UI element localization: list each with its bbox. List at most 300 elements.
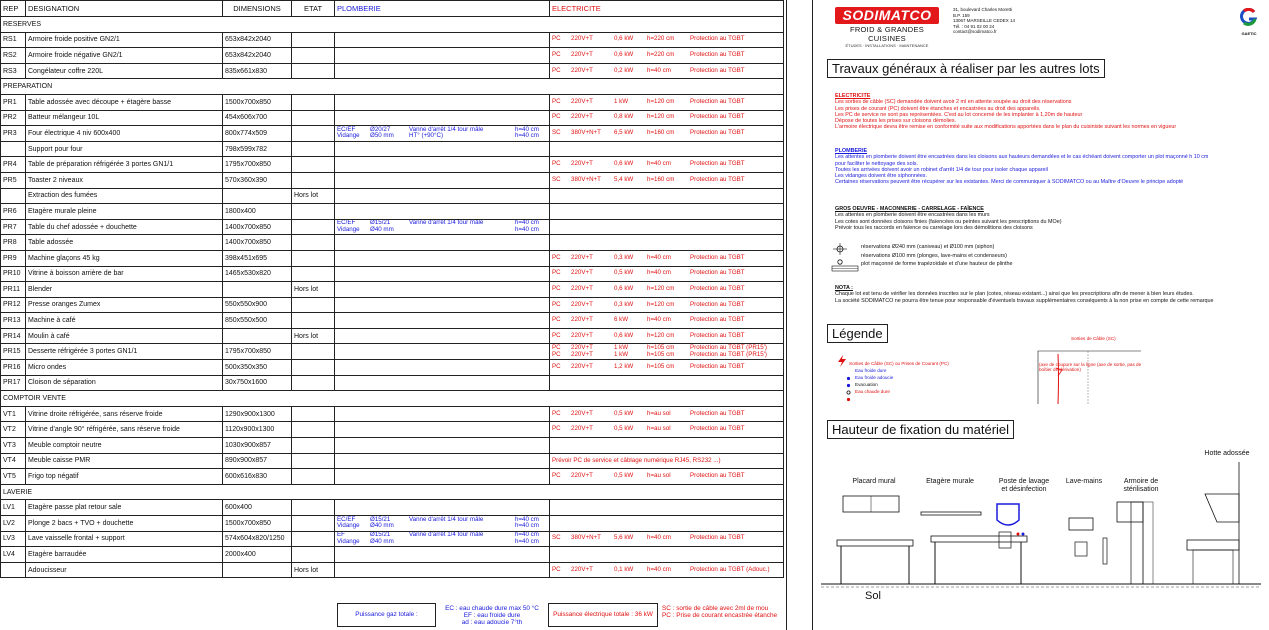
cell-etat bbox=[292, 32, 335, 48]
nota-line: La société SODIMATCO ne pourra être tenue pour responsable d'éventuels travaux supplémentaires conséquents à la non prise en compte de cette remarque bbox=[835, 297, 1214, 304]
plomberie-value: h=40 cm bbox=[515, 515, 539, 523]
electricite-value: Protection au TGBT bbox=[690, 35, 745, 43]
cell-dimensions: 835x661x830 bbox=[223, 63, 292, 79]
electricite-value: h=220 cm bbox=[647, 35, 675, 43]
cell-dimensions: 653x842x2040 bbox=[223, 32, 292, 48]
cell-designation: Machine à café bbox=[26, 313, 223, 329]
plomberie-value: Ø20/27 bbox=[370, 125, 391, 133]
legend-eau-froide-dure: Eau froide dure bbox=[855, 368, 887, 373]
electricite-value: 380V+N+T bbox=[571, 175, 601, 183]
cell-etat bbox=[292, 313, 335, 329]
section-label: RESERVES bbox=[1, 17, 784, 33]
table-row bbox=[1, 422, 784, 438]
plomberie-value: h=40 cm bbox=[515, 132, 539, 140]
cell-dimensions: 398x451x695 bbox=[223, 250, 292, 266]
cell-dimensions: 890x900x857 bbox=[223, 453, 292, 469]
cell-designation: Vitrine d'angle 90° réfrigérée, sans réserve froide bbox=[26, 422, 223, 438]
cell-electricite bbox=[550, 531, 784, 547]
gaz-total-label: Puissance gaz totale : bbox=[355, 611, 418, 618]
plomberie-value: HT° (+90°C) bbox=[409, 132, 444, 140]
cell-rep: LV1 bbox=[1, 500, 26, 516]
electricite-value: 380V+N+T bbox=[571, 534, 601, 542]
cell-etat bbox=[292, 500, 335, 516]
plomberie-value: Ø15/21 bbox=[370, 515, 391, 523]
cell-plomberie bbox=[335, 328, 550, 344]
cell-plomberie bbox=[335, 172, 550, 188]
electricite-value: Protection au TGBT bbox=[690, 331, 745, 339]
cell-dimensions bbox=[223, 562, 292, 578]
cell-electricite bbox=[550, 453, 784, 469]
table-row bbox=[1, 375, 784, 391]
cell-designation: Etagère barraudée bbox=[26, 547, 223, 563]
cell-plomberie bbox=[335, 188, 550, 204]
electricite-value: 220V+T bbox=[571, 565, 593, 573]
cell-rep: RS2 bbox=[1, 48, 26, 64]
gaetic-label: GAETIC bbox=[1241, 31, 1257, 36]
cell-rep: RS3 bbox=[1, 63, 26, 79]
plomb-legend-ec: EC : eau chaude dure max 50 °C bbox=[445, 605, 539, 612]
table-row bbox=[1, 282, 784, 298]
cell-dimensions: 1400x700x850 bbox=[223, 219, 292, 235]
cell-electricite bbox=[550, 500, 784, 516]
electricite-value: 380V+N+T bbox=[571, 129, 601, 137]
electricite-value: 220V+T bbox=[571, 284, 593, 292]
cell-rep: PR3 bbox=[1, 126, 26, 142]
cell-designation: Lave vaisselle frontal + support bbox=[26, 531, 223, 547]
electricite-value: 0,6 kW bbox=[614, 160, 634, 168]
plomberie-value: h=40 cm bbox=[515, 226, 539, 234]
nota-line: Chaque lot est tenu de vérifier les données inscrites sur le plan (cotes, réseau existant...) ainsi que les prescriptions afin de mener à bien leurs études. bbox=[835, 291, 1194, 298]
plomberie-line: Les attentes en plomberie doivent être encastrées dans les cloisons aux hauteurs demandées et le cas échéant doivent comporter un plot maçonné h 10 cm bbox=[835, 154, 1209, 161]
cell-plomberie bbox=[335, 157, 550, 173]
electricite-value: Protection au TGBT bbox=[690, 66, 745, 74]
footer-elec-total bbox=[548, 603, 658, 627]
electricite-value: PC bbox=[552, 253, 561, 261]
cell-rep: PR8 bbox=[1, 235, 26, 251]
cell-electricite bbox=[550, 328, 784, 344]
electricite-line: Les PC de service ne sont pas représentées. C'est au lot concerné de les implanter à 1,20m de hauteur bbox=[835, 111, 1083, 118]
cell-electricite bbox=[550, 422, 784, 438]
cell-rep: PR10 bbox=[1, 266, 26, 282]
plomberie-heading: PLOMBERIE bbox=[835, 148, 868, 154]
cell-rep: PR13 bbox=[1, 313, 26, 329]
electricite-value: h=40 cm bbox=[647, 66, 671, 74]
plomberie-value: Ø40 mm bbox=[370, 537, 394, 545]
elec-legend-sc: SC : sortie de câble avec 2ml de mou bbox=[662, 605, 769, 612]
cell-rep: VT4 bbox=[1, 453, 26, 469]
cell-designation: Etagère murale pleine bbox=[26, 204, 223, 220]
electricite-value: Protection au TGBT bbox=[690, 409, 745, 417]
plomberie-value: Vanne d'arrêt 1/4 tour mâle bbox=[409, 125, 484, 133]
cell-designation: Meuble caisse PMR bbox=[26, 453, 223, 469]
plomberie-value: Vanne d'arrêt 1/4 tour mâle bbox=[409, 219, 484, 227]
plomberie-line: Certaines réservations peuvent être récupérer sur les existantes. Merci de communiquer à SODIMATCO ou au Maître d'Oeuvre le principe adopté bbox=[835, 179, 1184, 186]
electricite-value: h=40 cm bbox=[647, 269, 671, 277]
legend-eau-froide-adoucie: Eau froide adoucie bbox=[855, 375, 894, 380]
electricite-value: 220V+T bbox=[571, 269, 593, 277]
table-row bbox=[1, 469, 784, 485]
section-row bbox=[1, 391, 784, 407]
cell-etat bbox=[292, 126, 335, 142]
electricite-value: h=40 cm bbox=[647, 253, 671, 261]
cell-rep: PR1 bbox=[1, 94, 26, 110]
electricite-heading: ELECTRICITE bbox=[835, 93, 871, 99]
plomberie-value: Vanne d'arrêt 1/4 tour mâle bbox=[409, 531, 484, 539]
cell-rep: VT3 bbox=[1, 438, 26, 454]
sc-detail-title: Sorties de Câble (SC) bbox=[1071, 336, 1116, 341]
electricite-value: 0,5 kW bbox=[614, 409, 634, 417]
electricite-value: 6 kW bbox=[614, 316, 629, 324]
cell-etat: Hors lot bbox=[292, 282, 335, 298]
address-line: 31, boulevard Charles Moretti bbox=[953, 7, 1013, 12]
electricite-value: 0,6 kW bbox=[614, 284, 634, 292]
cell-etat bbox=[292, 469, 335, 485]
plomberie-value: h=40 cm bbox=[515, 531, 539, 539]
cell-dimensions: 2000x400 bbox=[223, 547, 292, 563]
cell-etat: Hors lot bbox=[292, 188, 335, 204]
cell-dimensions: 1465x530x820 bbox=[223, 266, 292, 282]
cell-designation: Table du chef adossée + douchette bbox=[26, 219, 223, 235]
cell-plomberie bbox=[335, 313, 550, 329]
cell-rep: PR2 bbox=[1, 110, 26, 126]
cell-dimensions: 1500x700x850 bbox=[223, 516, 292, 532]
cell-rep: PR6 bbox=[1, 204, 26, 220]
cell-electricite bbox=[550, 282, 784, 298]
cell-plomberie bbox=[335, 453, 550, 469]
cell-designation: Adoucisseur bbox=[26, 562, 223, 578]
cell-designation: Moulin à café bbox=[26, 328, 223, 344]
electricite-value: Protection au TGBT (Adouc.) bbox=[690, 565, 770, 573]
cell-dimensions bbox=[223, 188, 292, 204]
cell-designation: Four électrique 4 niv 600x400 bbox=[26, 126, 223, 142]
cell-designation: Cloison de séparation bbox=[26, 375, 223, 391]
cell-etat bbox=[292, 48, 335, 64]
gros-oeuvre-heading: GROS OEUVRE - MACONNERIE - CARRELAGE - FAÏENCE bbox=[835, 206, 984, 212]
cell-rep: PR15 bbox=[1, 344, 26, 360]
elec-total-label: Puissance électrique totale : 36 kW bbox=[553, 611, 653, 618]
cell-dimensions: 1500x700x850 bbox=[223, 94, 292, 110]
cell-rep: LV3 bbox=[1, 531, 26, 547]
electricite-value: h=au sol bbox=[647, 409, 671, 417]
elec-legend-pc: PC : Prise de courant encastrée étanche bbox=[662, 612, 778, 619]
notes-plomberie bbox=[835, 148, 1260, 186]
symbol-plot-label: plot maçonné de forme trapézoïdale et d'une hauteur de plinthe bbox=[861, 261, 1013, 267]
header-rep: REP bbox=[1, 1, 26, 17]
plomberie-value: EC/EF bbox=[337, 125, 356, 133]
label-etagere-murale: Etagère murale bbox=[926, 478, 974, 485]
cell-designation: Blender bbox=[26, 282, 223, 298]
cell-electricite bbox=[550, 250, 784, 266]
electricite-value: PC bbox=[552, 472, 561, 480]
electricite-value: PC bbox=[552, 316, 561, 324]
electricite-value: 1 kW bbox=[614, 350, 629, 358]
plomberie-line: pour faciliter le nettoyage des sols. bbox=[835, 160, 919, 167]
cell-plomberie bbox=[335, 141, 550, 157]
plomberie-value bbox=[409, 539, 512, 546]
cell-rep: PR9 bbox=[1, 250, 26, 266]
plomberie-value: h=40 cm bbox=[515, 219, 539, 227]
electricite-value: 220V+T bbox=[571, 35, 593, 43]
table-row bbox=[1, 250, 784, 266]
cell-dimensions: 1795x700x850 bbox=[223, 344, 292, 360]
cell-designation: Desserte réfrigérée 3 portes GN1/1 bbox=[26, 344, 223, 360]
cell-etat bbox=[292, 360, 335, 376]
plomberie-value bbox=[409, 227, 512, 234]
cell-electricite bbox=[550, 406, 784, 422]
electricite-value: 0,8 kW bbox=[614, 113, 634, 121]
cell-designation: Table adossée avec découpe + étagère basse bbox=[26, 94, 223, 110]
cell-electricite bbox=[550, 63, 784, 79]
cell-dimensions: 800x774x509 bbox=[223, 126, 292, 142]
section-label: COMPTOIR VENTE bbox=[1, 391, 784, 407]
plomberie-line: Les vidanges doivent être siphonnées. bbox=[835, 173, 928, 180]
electricite-value: h=105 cm bbox=[647, 350, 675, 358]
cell-etat bbox=[292, 204, 335, 220]
electricite-value: 0,5 kW bbox=[614, 269, 634, 277]
cell-designation: Extraction des fumées bbox=[26, 188, 223, 204]
electricite-value: 0,1 kW bbox=[614, 565, 634, 573]
table-row bbox=[1, 531, 784, 547]
electricite-value: 220V+T bbox=[571, 160, 593, 168]
plomberie-value: Vidange bbox=[337, 226, 360, 234]
cell-dimensions bbox=[223, 282, 292, 298]
electricite-line: Dépose de toutes les prises sur cloisons démolies. bbox=[835, 118, 957, 125]
notes-gros-oeuvre bbox=[835, 206, 1260, 231]
cell-electricite bbox=[550, 188, 784, 204]
cell-etat bbox=[292, 516, 335, 532]
electricite-value: PC bbox=[552, 51, 561, 59]
plomberie-value: EC/EF bbox=[337, 515, 356, 523]
cell-etat bbox=[292, 453, 335, 469]
electricite-value: 0,3 kW bbox=[614, 253, 634, 261]
cell-etat bbox=[292, 172, 335, 188]
footer-gaz-total bbox=[337, 603, 436, 627]
electricite-value: h=105 cm bbox=[647, 362, 675, 370]
symbol-caniveau-label: réservations Ø240 mm (caniveau) et Ø100 mm (siphon) bbox=[861, 244, 995, 250]
cell-electricite bbox=[550, 313, 784, 329]
cell-plomberie bbox=[335, 266, 550, 282]
symbol-plot-icon bbox=[831, 260, 859, 278]
electricite-value: PC bbox=[552, 113, 561, 121]
electricite-value: PC bbox=[552, 362, 561, 370]
cell-etat bbox=[292, 344, 335, 360]
electricite-value: Protection au TGBT bbox=[690, 472, 745, 480]
cell-electricite bbox=[550, 469, 784, 485]
address-line: contact@sodimatco.fr bbox=[953, 29, 997, 34]
gaetic-badge bbox=[1240, 8, 1258, 34]
cell-rep: RS1 bbox=[1, 32, 26, 48]
electricite-value: 220V+T bbox=[571, 253, 593, 261]
cell-rep bbox=[1, 562, 26, 578]
plomberie-value: Ø40 mm bbox=[370, 226, 394, 234]
cell-rep: VT2 bbox=[1, 422, 26, 438]
electricite-value: Protection au TGBT bbox=[690, 425, 745, 433]
electricite-value: 5,6 kW bbox=[614, 534, 634, 542]
electricite-value: PC bbox=[552, 350, 561, 358]
cell-dimensions: 600x616x830 bbox=[223, 469, 292, 485]
logo-wordmark: SODIMATCO bbox=[835, 7, 939, 24]
cell-designation: Meuble comptoir neutre bbox=[26, 438, 223, 454]
cell-etat bbox=[292, 297, 335, 313]
cell-dimensions bbox=[223, 328, 292, 344]
cell-electricite bbox=[550, 438, 784, 454]
electricite-value: h=120 cm bbox=[647, 331, 675, 339]
cell-dimensions: 500x350x350 bbox=[223, 360, 292, 376]
cell-etat bbox=[292, 219, 335, 235]
section-row bbox=[1, 79, 784, 95]
cell-etat bbox=[292, 375, 335, 391]
electricite-value: h=160 cm bbox=[647, 129, 675, 137]
cell-dimensions: 1120x900x1300 bbox=[223, 422, 292, 438]
cell-rep: PR4 bbox=[1, 157, 26, 173]
cell-rep: PR7 bbox=[1, 219, 26, 235]
electricite-value: 220V+T bbox=[571, 300, 593, 308]
cell-electricite bbox=[550, 172, 784, 188]
table-row bbox=[1, 453, 784, 469]
cell-dimensions: 1800x400 bbox=[223, 204, 292, 220]
electricite-value: h=40 cm bbox=[647, 160, 671, 168]
electricite-line: L'armoire électrique devra être remise en conformité suite aux modifications apportées dans le plan du cuisiniste suivant les normes en vigueur bbox=[835, 124, 1177, 131]
electricite-value: PC bbox=[552, 343, 561, 351]
electricite-value: Protection au TGBT bbox=[690, 316, 745, 324]
header-plomberie: PLOMBERIE bbox=[335, 1, 550, 17]
logo-tagline: FROID & GRANDES CUISINES bbox=[849, 25, 925, 43]
cell-plomberie bbox=[335, 516, 550, 532]
section-label: LAVERIE bbox=[1, 484, 784, 500]
table-row bbox=[1, 63, 784, 79]
electricite-value: Protection au TGBT bbox=[690, 51, 745, 59]
cell-plomberie bbox=[335, 360, 550, 376]
cell-dimensions: 1400x700x850 bbox=[223, 235, 292, 251]
electricite-value: 220V+T bbox=[571, 97, 593, 105]
cell-rep bbox=[1, 188, 26, 204]
cell-plomberie bbox=[335, 282, 550, 298]
table-row bbox=[1, 438, 784, 454]
table-row bbox=[1, 547, 784, 563]
electricite-value: SC bbox=[552, 175, 561, 183]
electricite-value: PC bbox=[552, 97, 561, 105]
cell-designation: Vitrine à boisson arrière de bar bbox=[26, 266, 223, 282]
electricite-value: 220V+T bbox=[571, 113, 593, 121]
cell-rep: PR16 bbox=[1, 360, 26, 376]
table-row bbox=[1, 157, 784, 173]
section-label: PREPARATION bbox=[1, 79, 784, 95]
plomberie-value bbox=[409, 523, 512, 530]
electricite-value: 0,6 kW bbox=[614, 331, 634, 339]
electricite-value: PC bbox=[552, 160, 561, 168]
electricite-value: h=40 cm bbox=[647, 565, 671, 573]
cell-plomberie bbox=[335, 219, 550, 235]
address-line: B.P. 159 bbox=[953, 12, 970, 18]
table-row bbox=[1, 110, 784, 126]
cell-plomberie bbox=[335, 469, 550, 485]
cell-rep: VT5 bbox=[1, 469, 26, 485]
header-electricite: ELECTRICITE bbox=[550, 1, 784, 17]
table-row bbox=[1, 32, 784, 48]
plomberie-value: Vanne d'arrêt 1/4 tour mâle bbox=[409, 515, 484, 523]
cell-designation: Support pour four bbox=[26, 141, 223, 157]
cell-plomberie bbox=[335, 297, 550, 313]
cell-plomberie bbox=[335, 500, 550, 516]
cell-etat bbox=[292, 63, 335, 79]
electricite-value: h=au sol bbox=[647, 425, 671, 433]
footer-plomberie-legend bbox=[436, 603, 548, 627]
cell-designation: Vitrine droite réfrigérée, sans réserve froide bbox=[26, 406, 223, 422]
electricite-value: h=40 cm bbox=[647, 534, 671, 542]
table-row bbox=[1, 360, 784, 376]
cell-plomberie bbox=[335, 48, 550, 64]
cell-designation: Batteur mélangeur 10L bbox=[26, 110, 223, 126]
cell-etat bbox=[292, 438, 335, 454]
cell-electricite bbox=[550, 219, 784, 235]
table-row bbox=[1, 48, 784, 64]
table-row bbox=[1, 219, 784, 235]
cell-rep: LV2 bbox=[1, 516, 26, 532]
cell-rep: VT1 bbox=[1, 406, 26, 422]
electricite-value: 0,3 kW bbox=[614, 300, 634, 308]
label-lave-mains: Lave-mains bbox=[1065, 478, 1103, 485]
section-row bbox=[1, 17, 784, 33]
cell-rep: LV4 bbox=[1, 547, 26, 563]
notes-electricite bbox=[835, 93, 1260, 131]
table-row bbox=[1, 94, 784, 110]
cell-electricite bbox=[550, 547, 784, 563]
electricite-value: Protection au TGBT bbox=[690, 362, 745, 370]
hauteur-title: Hauteur de fixation du matériel bbox=[827, 420, 1014, 439]
table-row bbox=[1, 172, 784, 188]
plomberie-value: Ø40 mm bbox=[370, 522, 394, 530]
electricite-value: SC bbox=[552, 129, 561, 137]
electricite-value: 220V+T bbox=[571, 316, 593, 324]
plomberie-line: Toutes les arrivées doivent avoir un robinet d'arrêt 1/4 de tour pour isoler chaque appareil bbox=[835, 166, 1048, 173]
cell-plomberie bbox=[335, 547, 550, 563]
cell-plomberie bbox=[335, 344, 550, 360]
table-row bbox=[1, 188, 784, 204]
cell-electricite bbox=[550, 297, 784, 313]
plomberie-value: Ø15/21 bbox=[370, 531, 391, 539]
electricite-value: 0,6 kW bbox=[614, 51, 634, 59]
plomb-legend-ef: EF : eau froide dure bbox=[463, 612, 521, 619]
cell-electricite bbox=[550, 266, 784, 282]
cell-dimensions: 850x550x500 bbox=[223, 313, 292, 329]
label-placard-mural: Placard mural bbox=[852, 478, 896, 485]
table-row bbox=[1, 344, 784, 360]
cell-rep: PR14 bbox=[1, 328, 26, 344]
cell-plomberie bbox=[335, 204, 550, 220]
electricite-value: h=105 cm bbox=[647, 343, 675, 351]
cell-rep: PR11 bbox=[1, 282, 26, 298]
electricite-value: 1 kW bbox=[614, 97, 629, 105]
plomberie-value: Ø50 mm bbox=[370, 132, 394, 140]
cell-dimensions: 798x599x782 bbox=[223, 141, 292, 157]
electricite-value: Protection au TGBT bbox=[690, 253, 745, 261]
cell-etat: Hors lot bbox=[292, 328, 335, 344]
cell-etat bbox=[292, 250, 335, 266]
plomberie-value: Vidange bbox=[337, 537, 360, 545]
table-row bbox=[1, 141, 784, 157]
plomberie-value: Vidange bbox=[337, 132, 360, 140]
electricite-value: PC bbox=[552, 425, 561, 433]
company-logo bbox=[835, 7, 939, 48]
notes-nota bbox=[835, 285, 1260, 304]
symbol-reservation-label: réservations Ø100 mm (plonges, lave-mains et condenseurs) bbox=[861, 253, 1007, 259]
electricite-value: PC bbox=[552, 565, 561, 573]
electricite-value: 220V+T bbox=[571, 51, 593, 59]
electricite-value: Protection au TGBT bbox=[690, 300, 745, 308]
cell-plomberie bbox=[335, 406, 550, 422]
electricite-value: Protection au TGBT bbox=[690, 175, 745, 183]
cell-electricite bbox=[550, 204, 784, 220]
